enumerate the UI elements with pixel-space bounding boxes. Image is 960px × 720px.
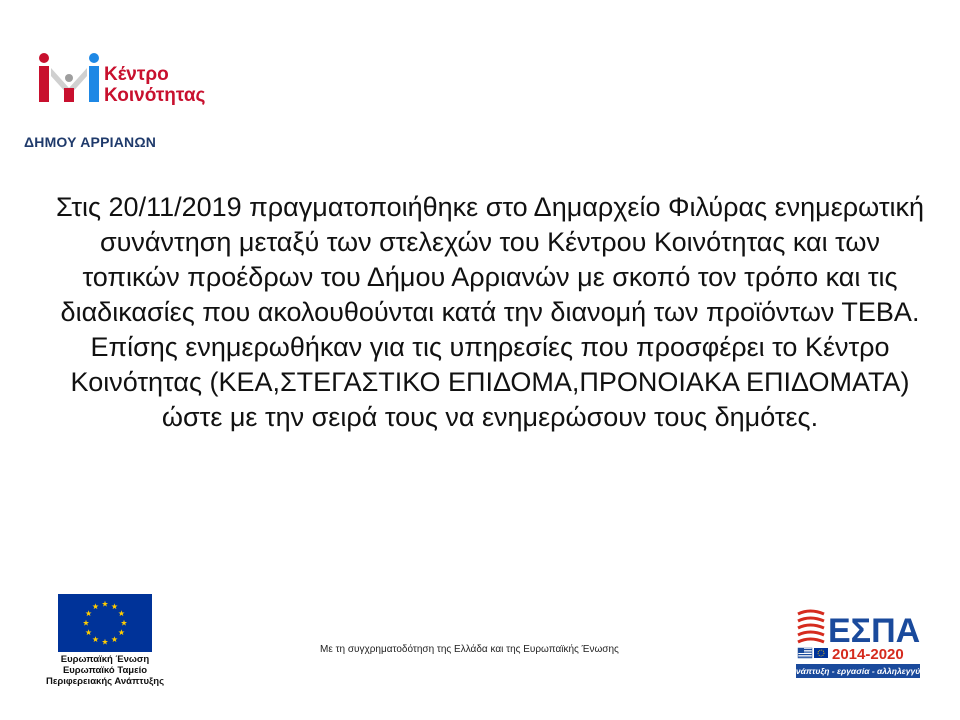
eu-block: [20, 594, 190, 687]
eu-caption-line-2: Ευρωπαϊκό Ταμείο: [62, 665, 148, 676]
eu-caption-line-3: Περιφερειακής Ανάπτυξης: [45, 676, 165, 687]
eu-mini-flag-icon: [814, 648, 828, 658]
cofunding-note: Με τη συγχρηματοδότηση της Ελλάδα και της Ευρωπαϊκής Ένωσης: [320, 644, 619, 655]
kentro-koinotitas-logo: [38, 48, 238, 108]
family-icon: [38, 48, 102, 108]
announcement-text: Στις 20/11/2019 πραγματοποιήθηκε στο Δημαρχείο Φιλύρας ενημερωτική συνάντηση μεταξύ των στελεχών του Κέντρου Κοινότητας και των τοπικών προέδρων του Δήμου Αρριανών με σκοπό τον τρόπο και τις διαδικασίες που ακολουθούνται κατά την διανομή των προϊόντων ΤΕΒΑ. Επίσης ενημερωθήκαν για τις υπηρεσίες που προσφέρει το Κέντρο Κοινότητας (ΚΕΑ,ΣΤΕΓΑΣΤΙΚΟ ΕΠΙΔΟΜΑ,ΠΡΟΝΟΙΑΚΑ ΕΠΙΔΟΜΑΤΑ) ώστε με την σειρά τους να ενημερώσουν τους δημότες.: [55, 192, 925, 432]
eu-flag-icon: [58, 594, 152, 652]
eu-caption-line-1: Ευρωπαϊκή Ένωση: [60, 654, 150, 665]
espa-logo: [796, 606, 920, 682]
espa-slogan: ανάπτυξη - εργασία - αλληλεγγύη: [796, 666, 920, 676]
logo-line-1: Κέντρο: [104, 64, 169, 85]
greek-flag-icon: [798, 648, 812, 658]
espa-title: ΕΣΠΑ: [828, 612, 920, 650]
espa-years: 2014-2020: [832, 646, 904, 663]
municipality-name: ΔΗΜΟΥ ΑΡΡΙΑΝΩΝ: [24, 134, 157, 150]
logo-line-2: Κοινότητας: [104, 85, 206, 106]
espa-emblem: [796, 606, 920, 682]
